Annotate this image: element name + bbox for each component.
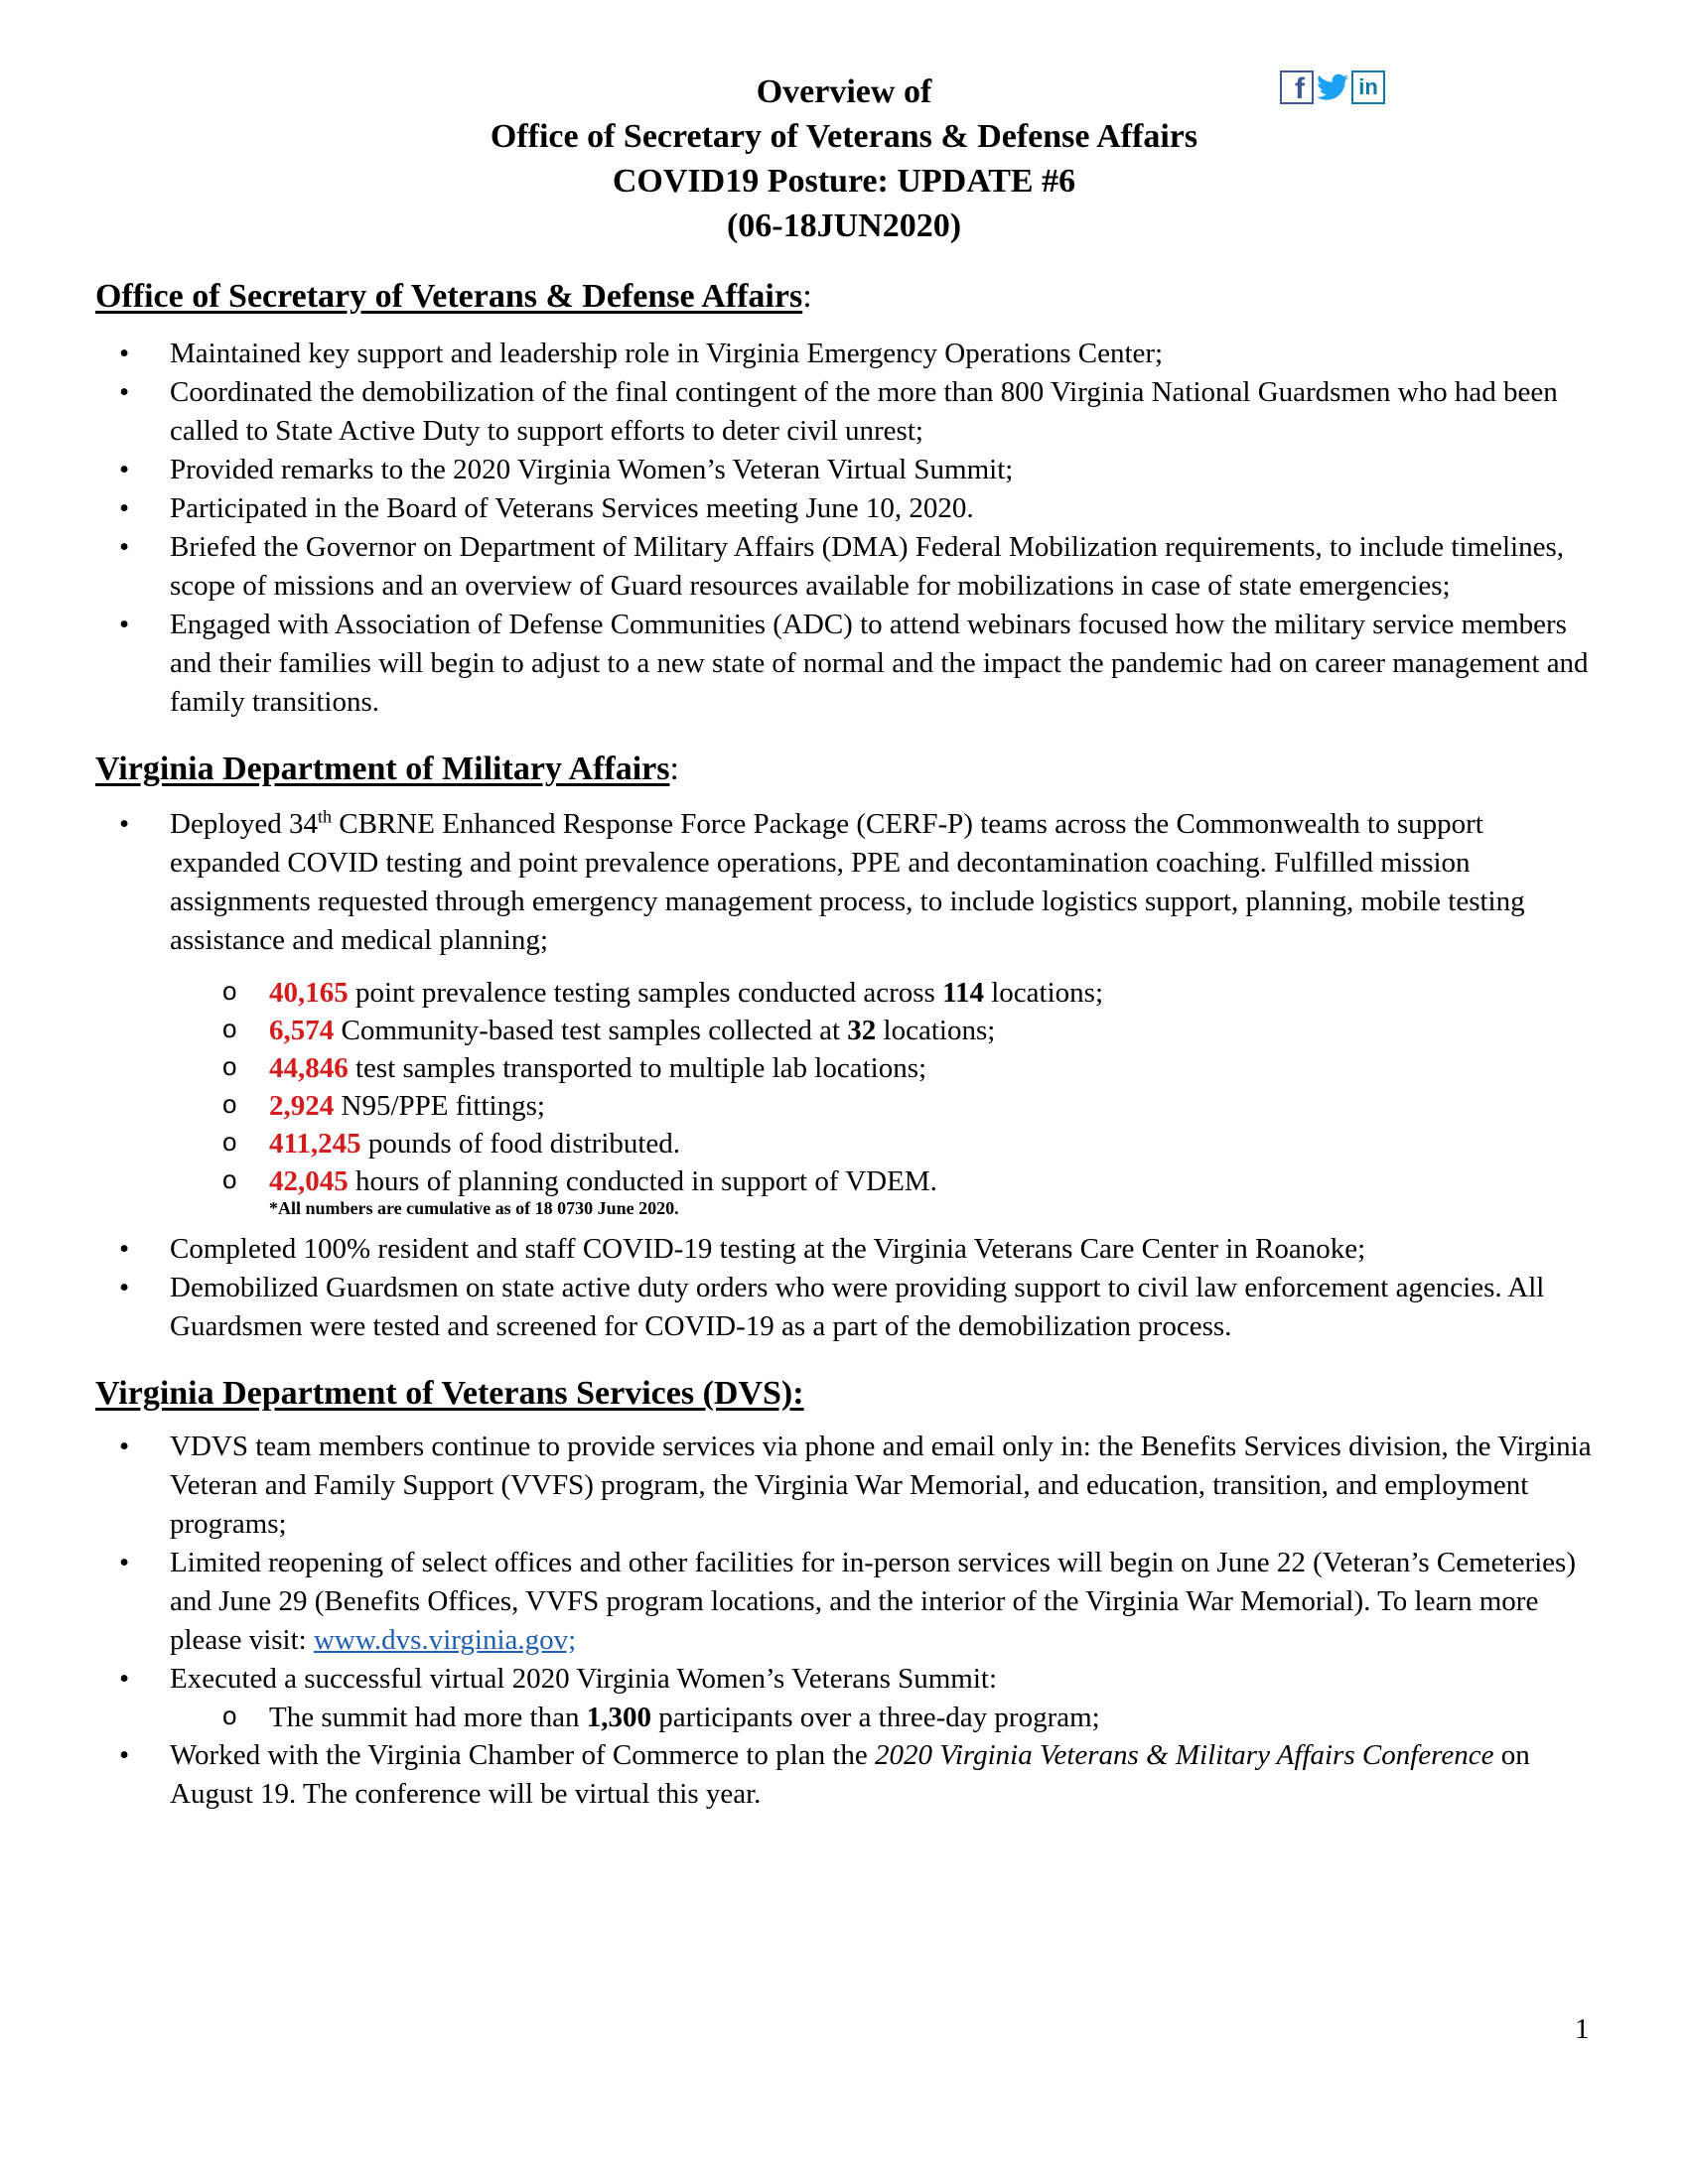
stat-item: o 6,574 Community-based test samples collected at 32 locations; <box>95 1012 1593 1049</box>
dma-bullet-list-2 <box>95 1230 1593 1346</box>
list-item: • Participated in the Board of Veterans Services meeting June 10, 2020. <box>95 489 1593 528</box>
dvs-bullet-list <box>95 1428 1593 1699</box>
list-item: • Provided remarks to the 2020 Virginia Women’s Veteran Virtual Summit; <box>95 451 1593 489</box>
secretary-bullet-list <box>95 335 1593 722</box>
stat-item: o 2,924 N95/PPE fittings; <box>95 1087 1593 1125</box>
list-item: • Coordinated the demobilization of the final contingent of the more than 800 Virginia National Guardsmen who had been called to State Active Duty to support efforts to deter civil unrest; <box>95 373 1593 451</box>
list-item: • Completed 100% resident and staff COVID-19 testing at the Virginia Veterans Care Center in Roanoke; <box>95 1230 1593 1269</box>
document-page <box>95 69 1593 1814</box>
stat-item: o 44,846 test samples transported to multiple lab locations; <box>95 1049 1593 1087</box>
dma-stats-list <box>95 974 1593 1200</box>
list-item: • Limited reopening of select offices and other facilities for in-person services will begin on June 22 (Veteran’s Cemeteries) and June 29 (Benefits Offices, VVFS program locations, and the interior of the Virginia War Memorial). To learn more please visit: www.dvs.virginia.gov; <box>95 1544 1593 1660</box>
section-heading-dma: Virginia Department of Military Affairs: <box>95 751 679 787</box>
list-item: • Engaged with Association of Defense Communities (ADC) to attend webinars focused how the military service members and their families will begin to adjust to a new state of normal and the impact the pandemic had on career management and family transitions. <box>95 606 1593 722</box>
cumulative-note: *All numbers are cumulative as of 18 0730 June 2020. <box>269 1198 679 1218</box>
social-links <box>1280 70 1385 104</box>
dvs-bullet-list-2 <box>95 1736 1593 1814</box>
page-number: 1 <box>1575 2013 1590 2045</box>
title-line-3: COVID19 Posture: UPDATE #6 <box>612 163 1076 200</box>
list-item: • Executed a successful virtual 2020 Virginia Women’s Veterans Summit: <box>95 1660 1593 1699</box>
title-line-1: Overview of <box>756 73 932 110</box>
stat-item: o The summit had more than 1,300 participants over a three-day program; <box>95 1699 1593 1736</box>
list-item: • Demobilized Guardsmen on state active duty orders who were providing support to civil law enforcement agencies. All Guardsmen were tested and screened for COVID-19 as a part of the demobilization process. <box>95 1269 1593 1346</box>
list-item: • Worked with the Virginia Chamber of Commerce to plan the 2020 Virginia Veterans & Military Affairs Conference on August 19. The conference will be virtual this year. <box>95 1736 1593 1814</box>
title-line-4: (06-18JUN2020) <box>726 207 962 244</box>
section-heading-secretary: Office of Secretary of Veterans & Defense Affairs: <box>95 278 812 315</box>
section-heading-dvs: Virginia Department of Veterans Services (DVS): <box>95 1375 804 1412</box>
dma-bullet-list <box>95 805 1593 960</box>
title-line-2: Office of Secretary of Veterans & Defense Affairs <box>490 118 1198 155</box>
list-item: • Briefed the Governor on Department of Military Affairs (DMA) Federal Mobilization requirements, to include timelines, scope of missions and an overview of Guard resources available for mobilizations in case of state emergencies; <box>95 528 1593 606</box>
stat-item: o 411,245 pounds of food distributed. <box>95 1125 1593 1162</box>
linkedin-icon[interactable]: in <box>1351 70 1385 104</box>
dvs-website-link[interactable]: www.dvs.virginia.gov; <box>313 1624 577 1656</box>
stat-item: o 40,165 point prevalence testing samples conducted across 114 locations; <box>95 974 1593 1012</box>
list-item: • VDVS team members continue to provide services via phone and email only in: the Benefits Services division, the Virginia Veteran and Family Support (VVFS) program, the Virginia War Memorial, and education, transition, and employment programs; <box>95 1428 1593 1544</box>
list-item: • Deployed 34th CBRNE Enhanced Response Force Package (CERF-P) teams across the Commonwealth to support expanded COVID testing and point prevalence operations, PPE and decontamination coaching. Fulfilled mission assignments requested through emergency management process, to include logistics support, planning, mobile testing assistance and medical planning; <box>95 805 1593 960</box>
facebook-icon[interactable]: f <box>1280 70 1314 104</box>
stat-item: o 42,045 hours of planning conducted in support of VDEM. <box>95 1162 1593 1200</box>
twitter-icon[interactable] <box>1316 70 1349 104</box>
list-item: • Maintained key support and leadership role in Virginia Emergency Operations Center; <box>95 335 1593 373</box>
dvs-sub-list <box>95 1699 1593 1736</box>
